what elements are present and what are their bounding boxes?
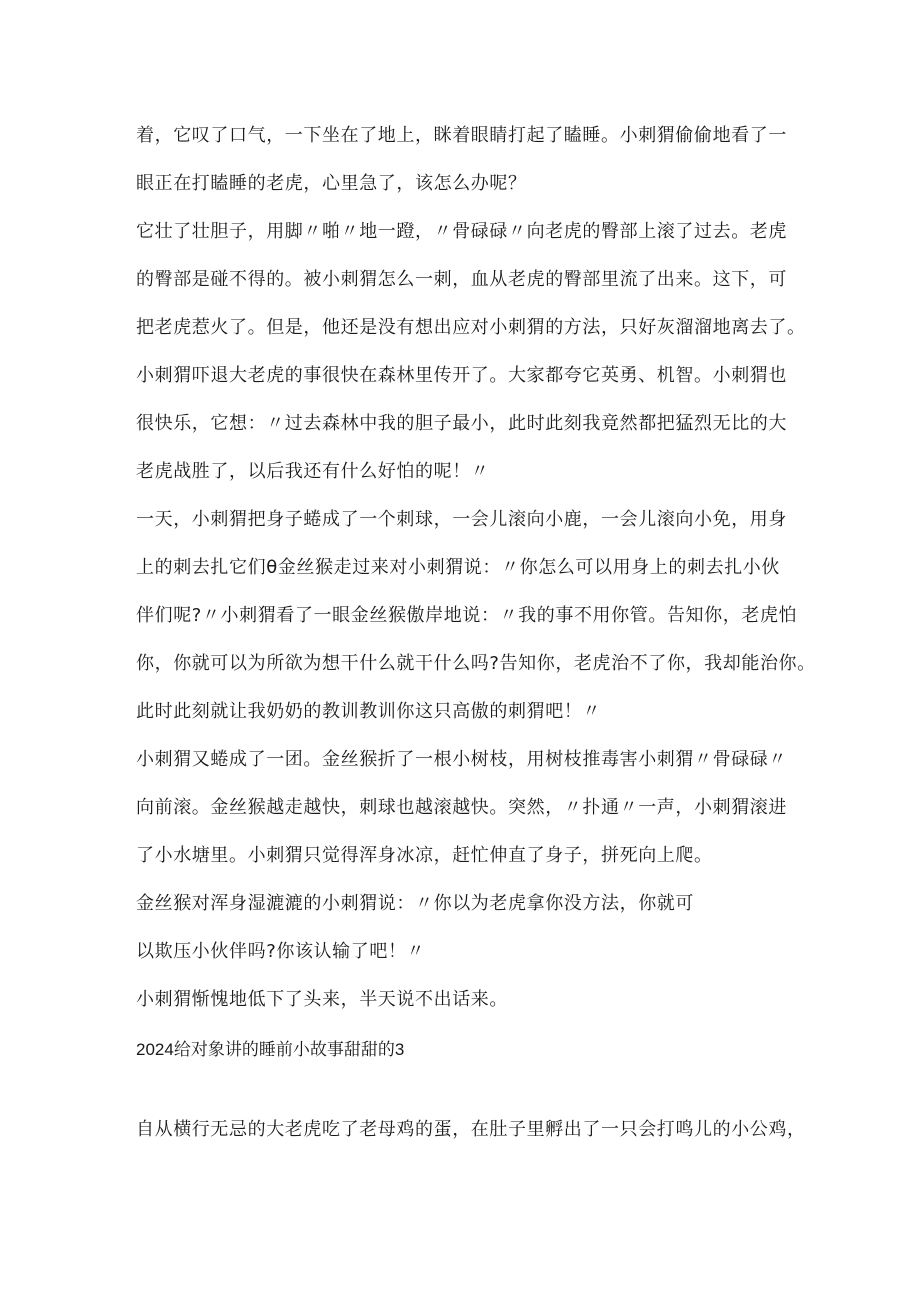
text-line: 此时此刻就让我奶奶的教训教训你这只高傲的刺猬吧！〃: [136, 701, 601, 722]
text-line: 着，它叹了口气，一下坐在了地上，眯着眼睛打起了瞌睡。小刺猬偷偷地看了一: [136, 125, 787, 146]
text-line: 向前滚。金丝猴越走越快，刺球也越滚越快。突然，〃扑通〃一声，小刺猬滚进: [136, 797, 787, 818]
text-line: 一天，小刺猬把身子蜷成了一个刺球，一会儿滚向小鹿，一会儿滚向小免，用身: [136, 509, 787, 530]
text-line: 自从横行无忌的大老虎吃了老母鸡的蛋，在肚子里孵出了一只会打鸣儿的小公鸡，: [136, 1119, 806, 1140]
text-line: 小刺猬惭愧地低下了头来，半天说不出话来。: [136, 989, 508, 1010]
text-line: 以欺压小伙伴吗?你该认输了吧！〃: [136, 941, 426, 962]
text-line: 很快乐，它想：〃过去森林中我的胆子最小，此时此刻我竟然都把猛烈无比的大: [136, 413, 787, 434]
text-line: 金丝猴对浑身湿漉漉的小刺猬说：〃你以为老虎拿你没方法，你就可: [136, 893, 694, 914]
text-line: 伴们呢?〃小刺猬看了一眼金丝猴傲岸地说：〃我的事不用你管。告知你，老虎怕: [136, 605, 798, 626]
text-line: 眼正在打瞌睡的老虎，心里急了，该怎么办呢？: [136, 173, 527, 194]
text-line: 小刺猬又蜷成了一团。金丝猴折了一根小树枝，用树枝推毒害小刺猬〃骨碌碌〃: [136, 749, 787, 770]
text-line: 它壮了壮胆子，用脚〃啪〃地一蹬，〃骨碌碌〃向老虎的臀部上滚了过去。老虎: [136, 221, 787, 242]
text-line: 把老虎惹火了。但是，他还是没有想出应对小刺猬的方法，只好灰溜溜地离去了。: [136, 317, 806, 338]
text-line: 你，你就可以为所欲为想干什么就干什么吗?告知你，老虎治不了你，我却能治你。: [136, 653, 816, 674]
text-line: 的臀部是碰不得的。被小刺猬怎么一刺，血从老虎的臀部里流了出来。这下，可: [136, 269, 787, 290]
text-line: 上的刺去扎它们θ金丝猴走过来对小刺猬说：〃你怎么可以用身上的刺去扎小伙: [136, 557, 781, 578]
section-heading: 2024给对象讲的睡前小故事甜甜的3: [136, 1040, 405, 1059]
text-line: 了小水塘里。小刺猬只觉得浑身冰凉，赶忙伸直了身子，拼死向上爬。: [136, 845, 713, 866]
text-line: 老虎战胜了，以后我还有什么好怕的呢！〃: [136, 461, 490, 482]
text-line: 小刺猬吓退大老虎的事很快在森林里传开了。大家都夸它英勇、机智。小刺猬也: [136, 365, 787, 386]
